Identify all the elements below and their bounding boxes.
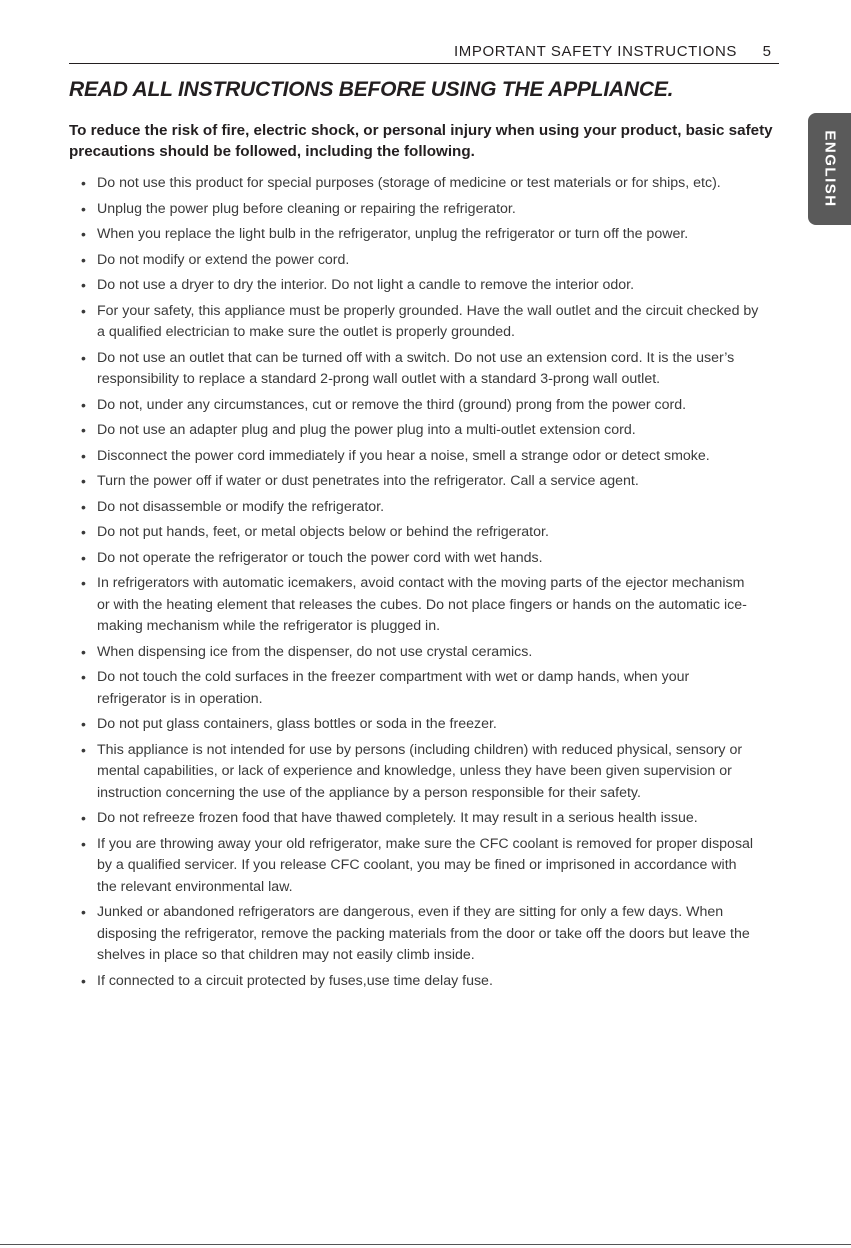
bullet-icon: • — [81, 972, 86, 989]
list-item — [0, 199, 851, 221]
list-item — [0, 275, 851, 297]
list-item — [0, 348, 851, 391]
bullet-icon: • — [81, 716, 86, 732]
bullet-icon: • — [81, 302, 86, 319]
list-item-text: In refrigerators with automatic icemakers, avoid contact with the moving parts of the ejector mechanism or with the heating element that releases the cubes. Do not place fingers or hands on the automatic ice-making mechanism while the refrigerator is plugged in. — [97, 575, 747, 634]
list-item-text: Do not touch the cold surfaces in the freezer compartment with wet or damp hands, when your refrigerator is in operation. — [97, 669, 690, 707]
page-number: 5 — [762, 43, 771, 60]
bullet-icon: • — [81, 835, 86, 852]
bullet-icon: • — [81, 549, 86, 566]
bullet-icon: • — [81, 200, 86, 217]
list-item — [0, 497, 851, 519]
list-item-text: Do not use an outlet that can be turned off with a switch. Do not use an extension cord. It is the user’s responsibility to replace a standard 2-prong wall outlet with a standard 3-prong wall outlet. — [97, 349, 735, 387]
bullet-icon: • — [81, 175, 86, 191]
bullet-icon: • — [81, 741, 86, 758]
bullet-icon: • — [81, 226, 86, 242]
list-item — [0, 301, 851, 344]
list-item-text: For your safety, this appliance must be properly grounded. Have the wall outlet and the circuit checked by a qualified electrician to make sure the outlet is properly grounded. — [97, 302, 759, 340]
list-item — [0, 446, 851, 468]
bottom-divider — [0, 1244, 851, 1245]
intro-paragraph: To reduce the risk of fire, electric shock, or personal injury when using your product, basic safety precautions should be followed, including the following. — [69, 122, 773, 160]
list-item — [0, 522, 851, 544]
list-item-text: Do not, under any circumstances, cut or remove the third (ground) prong from the power cord. — [97, 396, 687, 413]
list-item — [0, 971, 851, 993]
bullet-icon: • — [81, 575, 86, 591]
language-tab-label: ENGLISH — [821, 130, 838, 208]
bullet-icon: • — [81, 422, 86, 438]
list-item — [0, 808, 851, 830]
bullet-icon: • — [81, 349, 86, 366]
list-item — [0, 395, 851, 417]
bullet-icon: • — [81, 447, 86, 464]
list-item — [0, 642, 851, 664]
list-item-text: Unplug the power plug before cleaning or repairing the refrigerator. — [97, 200, 516, 217]
main-heading: READ ALL INSTRUCTIONS BEFORE USING THE APPLIANCE. — [69, 78, 674, 101]
list-item-text: If connected to a circuit protected by fuses,use time delay fuse. — [97, 972, 493, 989]
list-item-text: Junked or abandoned refrigerators are dangerous, even if they are sitting for only a few days. When disposing the refrigerator, remove the packing materials from the door or take off the doors but leave the shelves in place so that children may not easily climb inside. — [97, 904, 750, 963]
list-item — [0, 667, 851, 710]
list-item — [0, 548, 851, 570]
list-item-text: This appliance is not intended for use by persons (including children) with reduced physical, sensory or mental capabilities, or lack of experience and knowledge, unless they have been given supervision or instruction concerning the use of the appliance by a person responsible for their safety. — [97, 741, 743, 801]
list-item — [0, 902, 851, 967]
bullet-icon: • — [81, 524, 86, 540]
list-item-text: Do not use this product for special purposes (storage of medicine or test materials or for ships, etc). — [97, 175, 721, 191]
bullet-icon: • — [81, 498, 86, 515]
list-item — [0, 573, 851, 638]
list-item-text: Do not put hands, feet, or metal objects below or behind the refrigerator. — [97, 524, 549, 540]
list-item-text: When you replace the light bulb in the refrigerator, unplug the refrigerator or turn off the power. — [97, 226, 689, 242]
list-item-text: Turn the power off if water or dust penetrates into the refrigerator. Call a service agent. — [97, 473, 639, 489]
list-item — [0, 173, 851, 195]
list-item-text: When dispensing ice from the dispenser, do not use crystal ceramics. — [97, 643, 533, 660]
list-item — [0, 250, 851, 272]
language-tab — [808, 113, 851, 225]
safety-instructions-list — [0, 173, 851, 996]
list-item — [0, 740, 851, 805]
list-item-text: Do not put glass containers, glass bottles or soda in the freezer. — [97, 716, 497, 732]
header-title: IMPORTANT SAFETY INSTRUCTIONS — [454, 43, 737, 60]
list-item-text: If you are throwing away your old refrigerator, make sure the CFC coolant is removed for proper disposal by a qualified servicer. If you release CFC coolant, you may be fined or imprisoned in accordance with the relevant environmental law. — [97, 835, 754, 895]
bullet-icon: • — [81, 669, 86, 685]
list-item-text: Disconnect the power cord immediately if you hear a noise, smell a strange odor or detect smoke. — [97, 447, 710, 464]
bullet-icon: • — [81, 473, 86, 489]
bullet-icon: • — [81, 396, 86, 413]
header-divider — [69, 63, 779, 64]
bullet-icon: • — [81, 277, 86, 293]
bullet-icon: • — [81, 810, 86, 826]
bullet-icon: • — [81, 643, 86, 660]
list-item-text: Do not refreeze frozen food that have thawed completely. It may result in a serious health issue. — [97, 810, 698, 826]
list-item — [0, 834, 851, 899]
list-item — [0, 420, 851, 442]
list-item-text: Do not use a dryer to dry the interior. Do not light a candle to remove the interior odor. — [97, 277, 635, 293]
list-item — [0, 471, 851, 493]
list-item-text: Do not disassemble or modify the refrigerator. — [97, 498, 385, 515]
list-item — [0, 714, 851, 736]
bullet-icon: • — [81, 904, 86, 920]
list-item-text: Do not modify or extend the power cord. — [97, 251, 350, 268]
bullet-icon: • — [81, 251, 86, 268]
list-item-text: Do not operate the refrigerator or touch the power cord with wet hands. — [97, 549, 543, 566]
list-item — [0, 224, 851, 246]
list-item-text: Do not use an adapter plug and plug the power plug into a multi-outlet extension cord. — [97, 422, 636, 438]
